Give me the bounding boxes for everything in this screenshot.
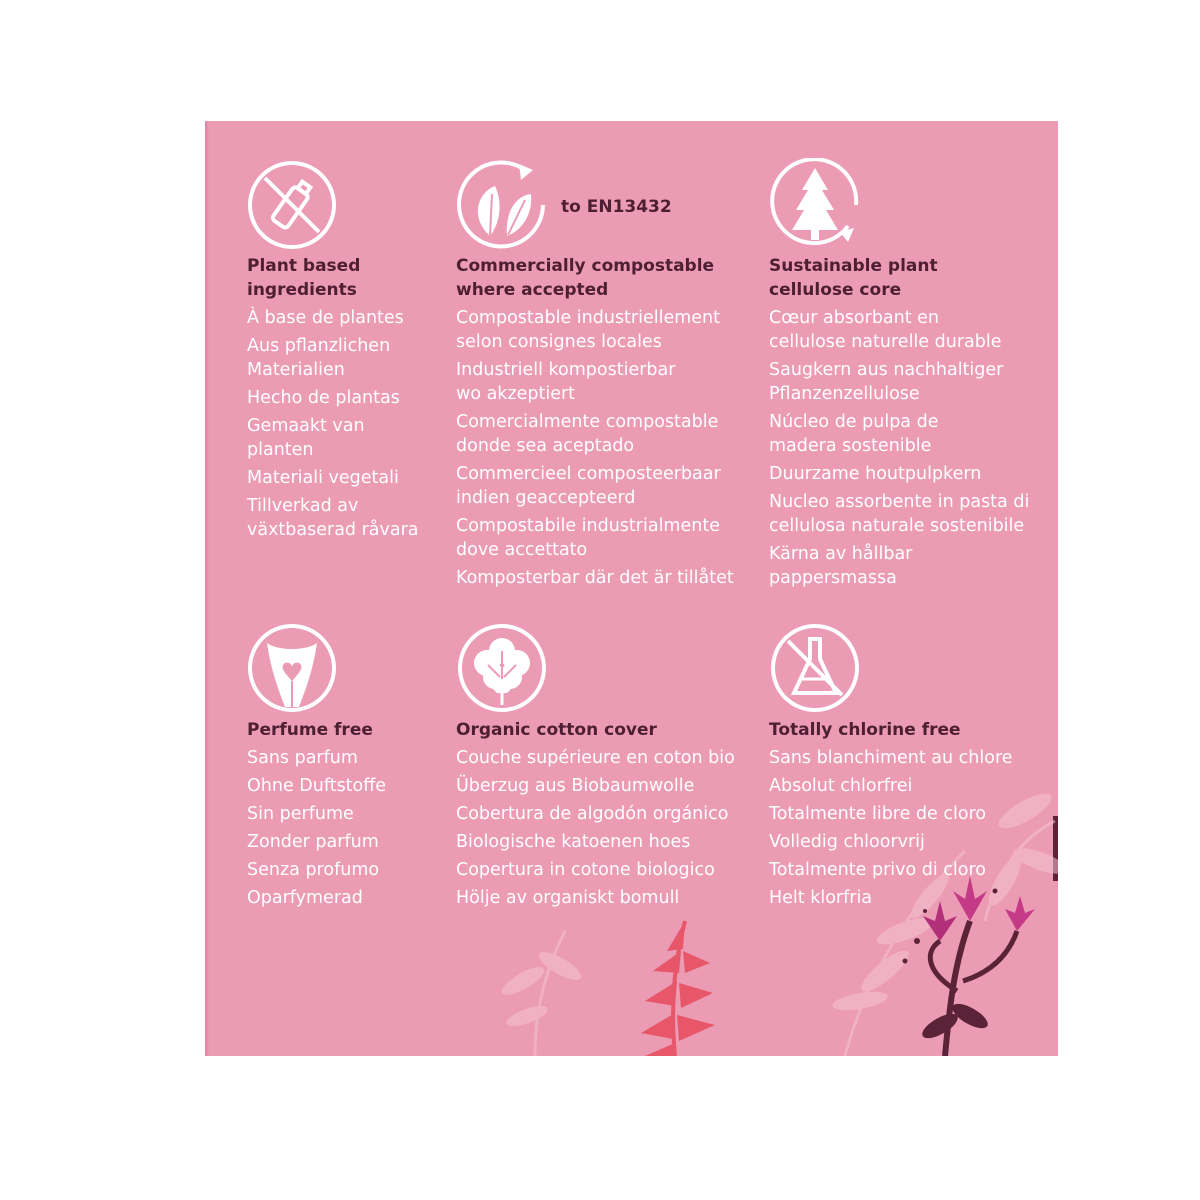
feature-translation: Senza profumo [247, 860, 380, 880]
feature-translation: Aus pflanzlichen Materialien [247, 336, 391, 380]
feature-translation: Hecho de plantas [247, 388, 400, 408]
no-chemical-flask-icon [768, 621, 862, 715]
feature-translation: Volledig chloorvrij [769, 832, 925, 852]
feature-organic-cotton [456, 718, 756, 914]
feature-translation: Helt klorfria [769, 888, 873, 908]
feature-translation: Núcleo de pulpa de madera sostenible [769, 412, 939, 456]
feature-translation: Überzug aus Biobaumwolle [456, 776, 695, 796]
feature-translation: Absolut chlorfrei [769, 776, 913, 796]
feature-translation: Totalmente libre de cloro [769, 804, 987, 824]
feature-translation: Cœur absorbant en cellulose naturelle durable [769, 308, 1002, 352]
feature-translation: Compostabile industrialmente dove accettato [456, 516, 720, 560]
feature-translation: Kärna av hållbar pappersmassa [769, 544, 913, 588]
feature-translation: Cobertura de algodón orgánico [456, 804, 729, 824]
pine-tree-icon [768, 158, 862, 252]
feature-heading: Perfume free [247, 720, 373, 740]
feature-translation: Commercieel composteerbaar indien geaccepteerd [456, 464, 721, 508]
feature-chlorine-free [769, 718, 1058, 914]
compostable-leaves-icon [455, 158, 549, 252]
feature-translation: Oparfymerad [247, 888, 363, 908]
package-panel [205, 121, 1058, 1056]
coral-fern-leaf [641, 921, 715, 1056]
feature-translation: Duurzame houtpulpkern [769, 464, 982, 484]
feature-translation: À base de plantes [247, 308, 404, 328]
feature-translation: Couche supérieure en coton bio [456, 748, 735, 768]
feature-translation: Copertura in cotone biologico [456, 860, 715, 880]
feature-translation: Industriell kompostierbar wo akzeptiert [456, 360, 676, 404]
feature-translation: Komposterbar där det är tillåtet [456, 568, 734, 588]
feature-heading: Totally chlorine free [769, 720, 961, 740]
feature-heading: Commercially compostable where accepted [456, 256, 715, 300]
feature-translation: Sin perfume [247, 804, 354, 824]
body-heart-icon [245, 621, 339, 715]
feature-translation: Tillverkad av växtbaserad råvara [247, 496, 419, 540]
feature-translation: Gemaakt van planten [247, 416, 365, 460]
feature-translation: Materiali vegetali [247, 468, 399, 488]
feature-heading: Organic cotton cover [456, 720, 657, 740]
feature-translation: Nucleo assorbente in pasta di cellulosa naturale sostenibile [769, 492, 1030, 536]
feature-translation: Sans blanchiment au chlore [769, 748, 1013, 768]
cotton-boll-icon [455, 621, 549, 715]
feature-translation: Totalmente privo di cloro [769, 860, 986, 880]
feature-translation: Zonder parfum [247, 832, 379, 852]
feature-compostable [456, 254, 756, 594]
feature-cellulose-core [769, 254, 1058, 594]
no-plastic-bottle-icon [245, 158, 339, 252]
feature-translation: Comercialmente compostable donde sea aceptado [456, 412, 719, 456]
feature-heading: Plant based ingredients [247, 256, 361, 300]
en13432-standard-label: to EN13432 [561, 197, 672, 217]
feature-translation: Ohne Duftstoffe [247, 776, 387, 796]
feature-translation: Saugkern aus nachhaltiger Pflanzenzellulose [769, 360, 1004, 404]
feature-translation: Hölje av organiskt bomull [456, 888, 680, 908]
feature-translation: Compostable industriellement selon consignes locales [456, 308, 721, 352]
feature-translation: Biologische katoenen hoes [456, 832, 691, 852]
feature-translation: Sans parfum [247, 748, 358, 768]
feature-heading: Sustainable plant cellulose core [769, 256, 938, 300]
